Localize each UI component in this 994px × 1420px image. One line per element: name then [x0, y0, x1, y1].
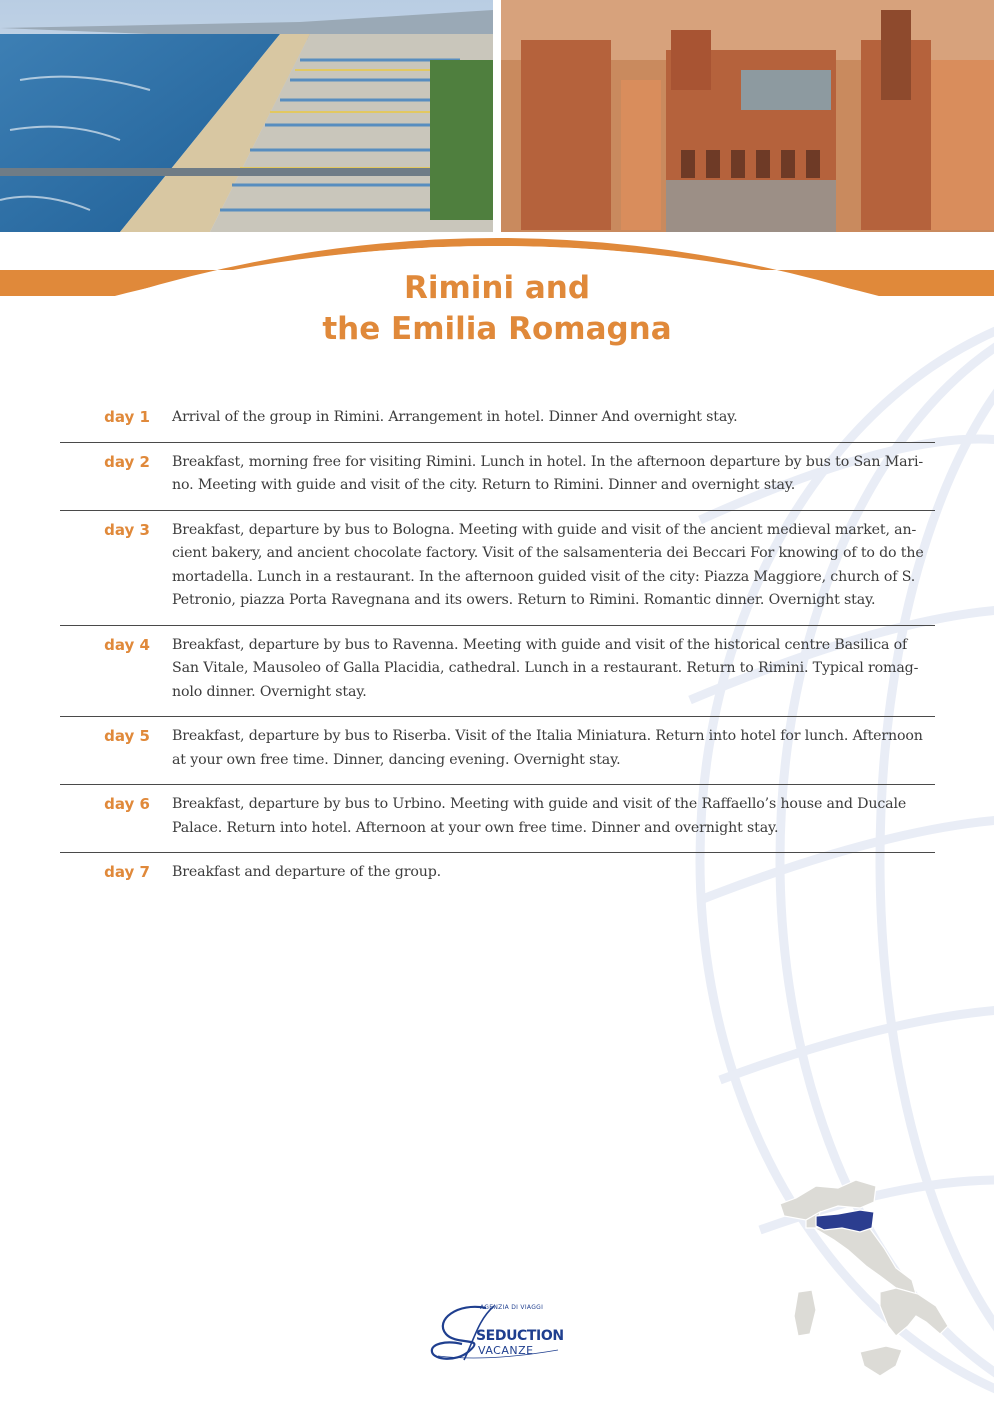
- day-description: Breakfast, departure by bus to Ravenna. Meeting with guide and visit of the historical centre Basilica of San Vitale, Mausoleo of Galla Placidia, cathedral. Lunch in a restaurant. Return to Rimini. Typical romag-nolo dinner. Overnight stay.: [172, 636, 919, 700]
- day-description: Breakfast, departure by bus to Riserba. Visit of the Italia Miniatura. Return into hotel for lunch. Afternoon at your own free time. Dinner, dancing evening. Overnight stay.: [172, 728, 923, 768]
- sicily-region: [860, 1346, 902, 1376]
- logo-small-text: AGENZIA DI VIAGGI: [480, 1304, 544, 1311]
- itinerary-day: [60, 853, 935, 897]
- sardinia-region: [794, 1290, 816, 1336]
- day-description: Breakfast, morning free for visiting Rimini. Lunch in hotel. In the afternoon departure by bus to San Mari-no. Meeting with guide and visit of the city. Return to Rimini. Dinner and overnight stay.: [172, 453, 924, 493]
- day-label: day 2: [104, 452, 150, 471]
- day-label: day 7: [104, 863, 150, 881]
- day-label: day 3: [104, 520, 150, 539]
- title-line-2: the Emilia Romagna: [322, 311, 672, 347]
- itinerary-day: [60, 511, 935, 626]
- title-line-1: Rimini and: [403, 270, 591, 306]
- itinerary-day: [60, 717, 935, 785]
- day-label: day 4: [104, 635, 150, 654]
- day-label: day 5: [104, 727, 150, 745]
- itinerary-day: [60, 785, 935, 853]
- logo-main-text: SEDUCTION: [476, 1328, 564, 1344]
- itinerary-list: [60, 398, 935, 897]
- itinerary-day: [60, 626, 935, 718]
- itinerary-day: [60, 443, 935, 511]
- seduction-vacanze-logo: [428, 1300, 568, 1366]
- italy-map: [776, 1176, 956, 1390]
- central-italy-region: [814, 1226, 916, 1294]
- day-label: day 1: [104, 408, 150, 426]
- southern-italy-region: [880, 1288, 948, 1336]
- itinerary-day: [60, 398, 935, 443]
- logo-sub-text: VACANZE: [478, 1344, 534, 1357]
- day-description: Breakfast, departure by bus to Urbino. Meeting with guide and visit of the Raffaello’s house and Ducale Palace. Return into hotel. Afternoon at your own free time. Dinner and overnight stay.: [172, 796, 907, 836]
- page-title: [0, 268, 994, 350]
- day-description: Breakfast, departure by bus to Bologna. Meeting with guide and visit of the ancient medieval market, an-cient bakery, and ancient chocolate factory. Visit of the salsamenteria dei Beccari For knowing of to do the mortadella. Lunch in a restaurant. In the afternoon guided visit of the city: Piazza Maggiore, church of S. Petronio, piazza Porta Ravegnana and its owers. Return to Rimini. Romantic dinner. Overnight stay.: [172, 521, 924, 608]
- day-description: Arrival of the group in Rimini. Arrangement in hotel. Dinner And overnight stay.: [172, 409, 738, 425]
- day-description: Breakfast and departure of the group.: [172, 864, 442, 880]
- emilia-romagna-highlight: [816, 1210, 874, 1232]
- day-label: day 6: [104, 795, 150, 813]
